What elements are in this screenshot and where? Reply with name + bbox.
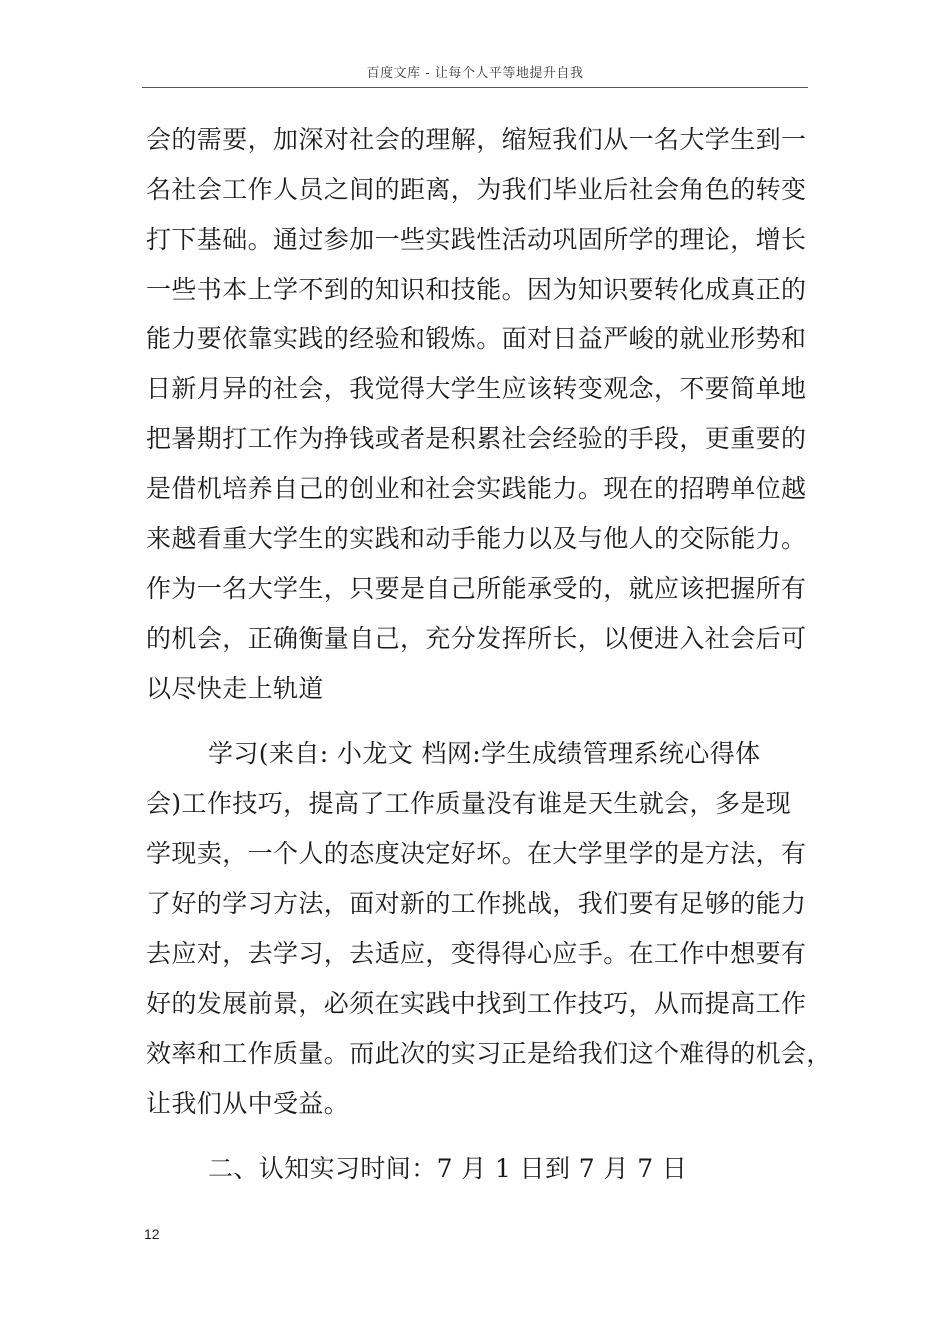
paragraph-1-line: 是借机培养自己的创业和社会实践能力。现在的招聘单位越 xyxy=(146,474,807,503)
paragraph-1-line: 的机会，正确衡量自己，充分发挥所长，以便进入社会后可 xyxy=(146,624,807,653)
paragraph-1-line: 会的需要，加深对社会的理解，缩短我们从一名大学生到一 xyxy=(146,125,807,154)
paragraph-2-line: 学现卖，一个人的态度决定好坏。在大学里学的是方法，有 xyxy=(146,839,807,868)
page-number: 12 xyxy=(144,1226,160,1242)
paragraph-2-line: 会)工作技巧，提高了工作质量没有谁是天生就会，多是现 xyxy=(146,789,792,818)
paragraph-1-line: 把暑期打工作为挣钱或者是积累社会经验的手段，更重要的 xyxy=(146,424,807,453)
paragraph-2-line: 效率和工作质量。而此次的实习正是给我们这个难得的机会， xyxy=(146,1039,832,1068)
paragraph-1-line: 日新月异的社会，我觉得大学生应该转变观念，不要简单地 xyxy=(146,374,807,403)
paragraph-1-line: 作为一名大学生，只要是自己所能承受的，就应该把握所有 xyxy=(146,574,807,603)
paragraph-2-line: 好的发展前景，必须在实践中找到工作技巧，从而提高工作 xyxy=(146,989,807,1018)
paragraph-1-line: 打下基础。通过参加一些实践性活动巩固所学的理论，增长 xyxy=(146,225,807,254)
paragraph-1-line: 名社会工作人员之间的距离，为我们毕业后社会角色的转变 xyxy=(146,175,807,204)
paragraph-2-line: 让我们从中受益。 xyxy=(146,1089,350,1118)
paragraph-2-line: 去应对，去学习，去适应，变得得心应手。在工作中想要有 xyxy=(146,939,807,968)
paragraph-1-line: 能力要依靠实践的经验和锻炼。面对日益严峻的就业形势和 xyxy=(146,324,807,353)
page-header: 百度文库 - 让每个人平等地提升自我 xyxy=(366,66,584,81)
section-heading: 二、认知实习时间：7 月 1 日到 7 月 7 日 xyxy=(208,1154,688,1183)
paragraph-1-line: 来越看重大学生的实践和动手能力以及与他人的交际能力。 xyxy=(146,524,807,553)
header-divider xyxy=(142,87,808,88)
paragraph-1-line: 以尽快走上轨道 xyxy=(146,674,324,703)
paragraph-2-line: 学习(来自: 小龙文 档网:学生成绩管理系统心得体 xyxy=(208,739,761,768)
paragraph-2-line: 了好的学习方法，面对新的工作挑战，我们要有足够的能力 xyxy=(146,889,807,918)
paragraph-1-line: 一些书本上学不到的知识和技能。因为知识要转化成真正的 xyxy=(146,275,807,304)
